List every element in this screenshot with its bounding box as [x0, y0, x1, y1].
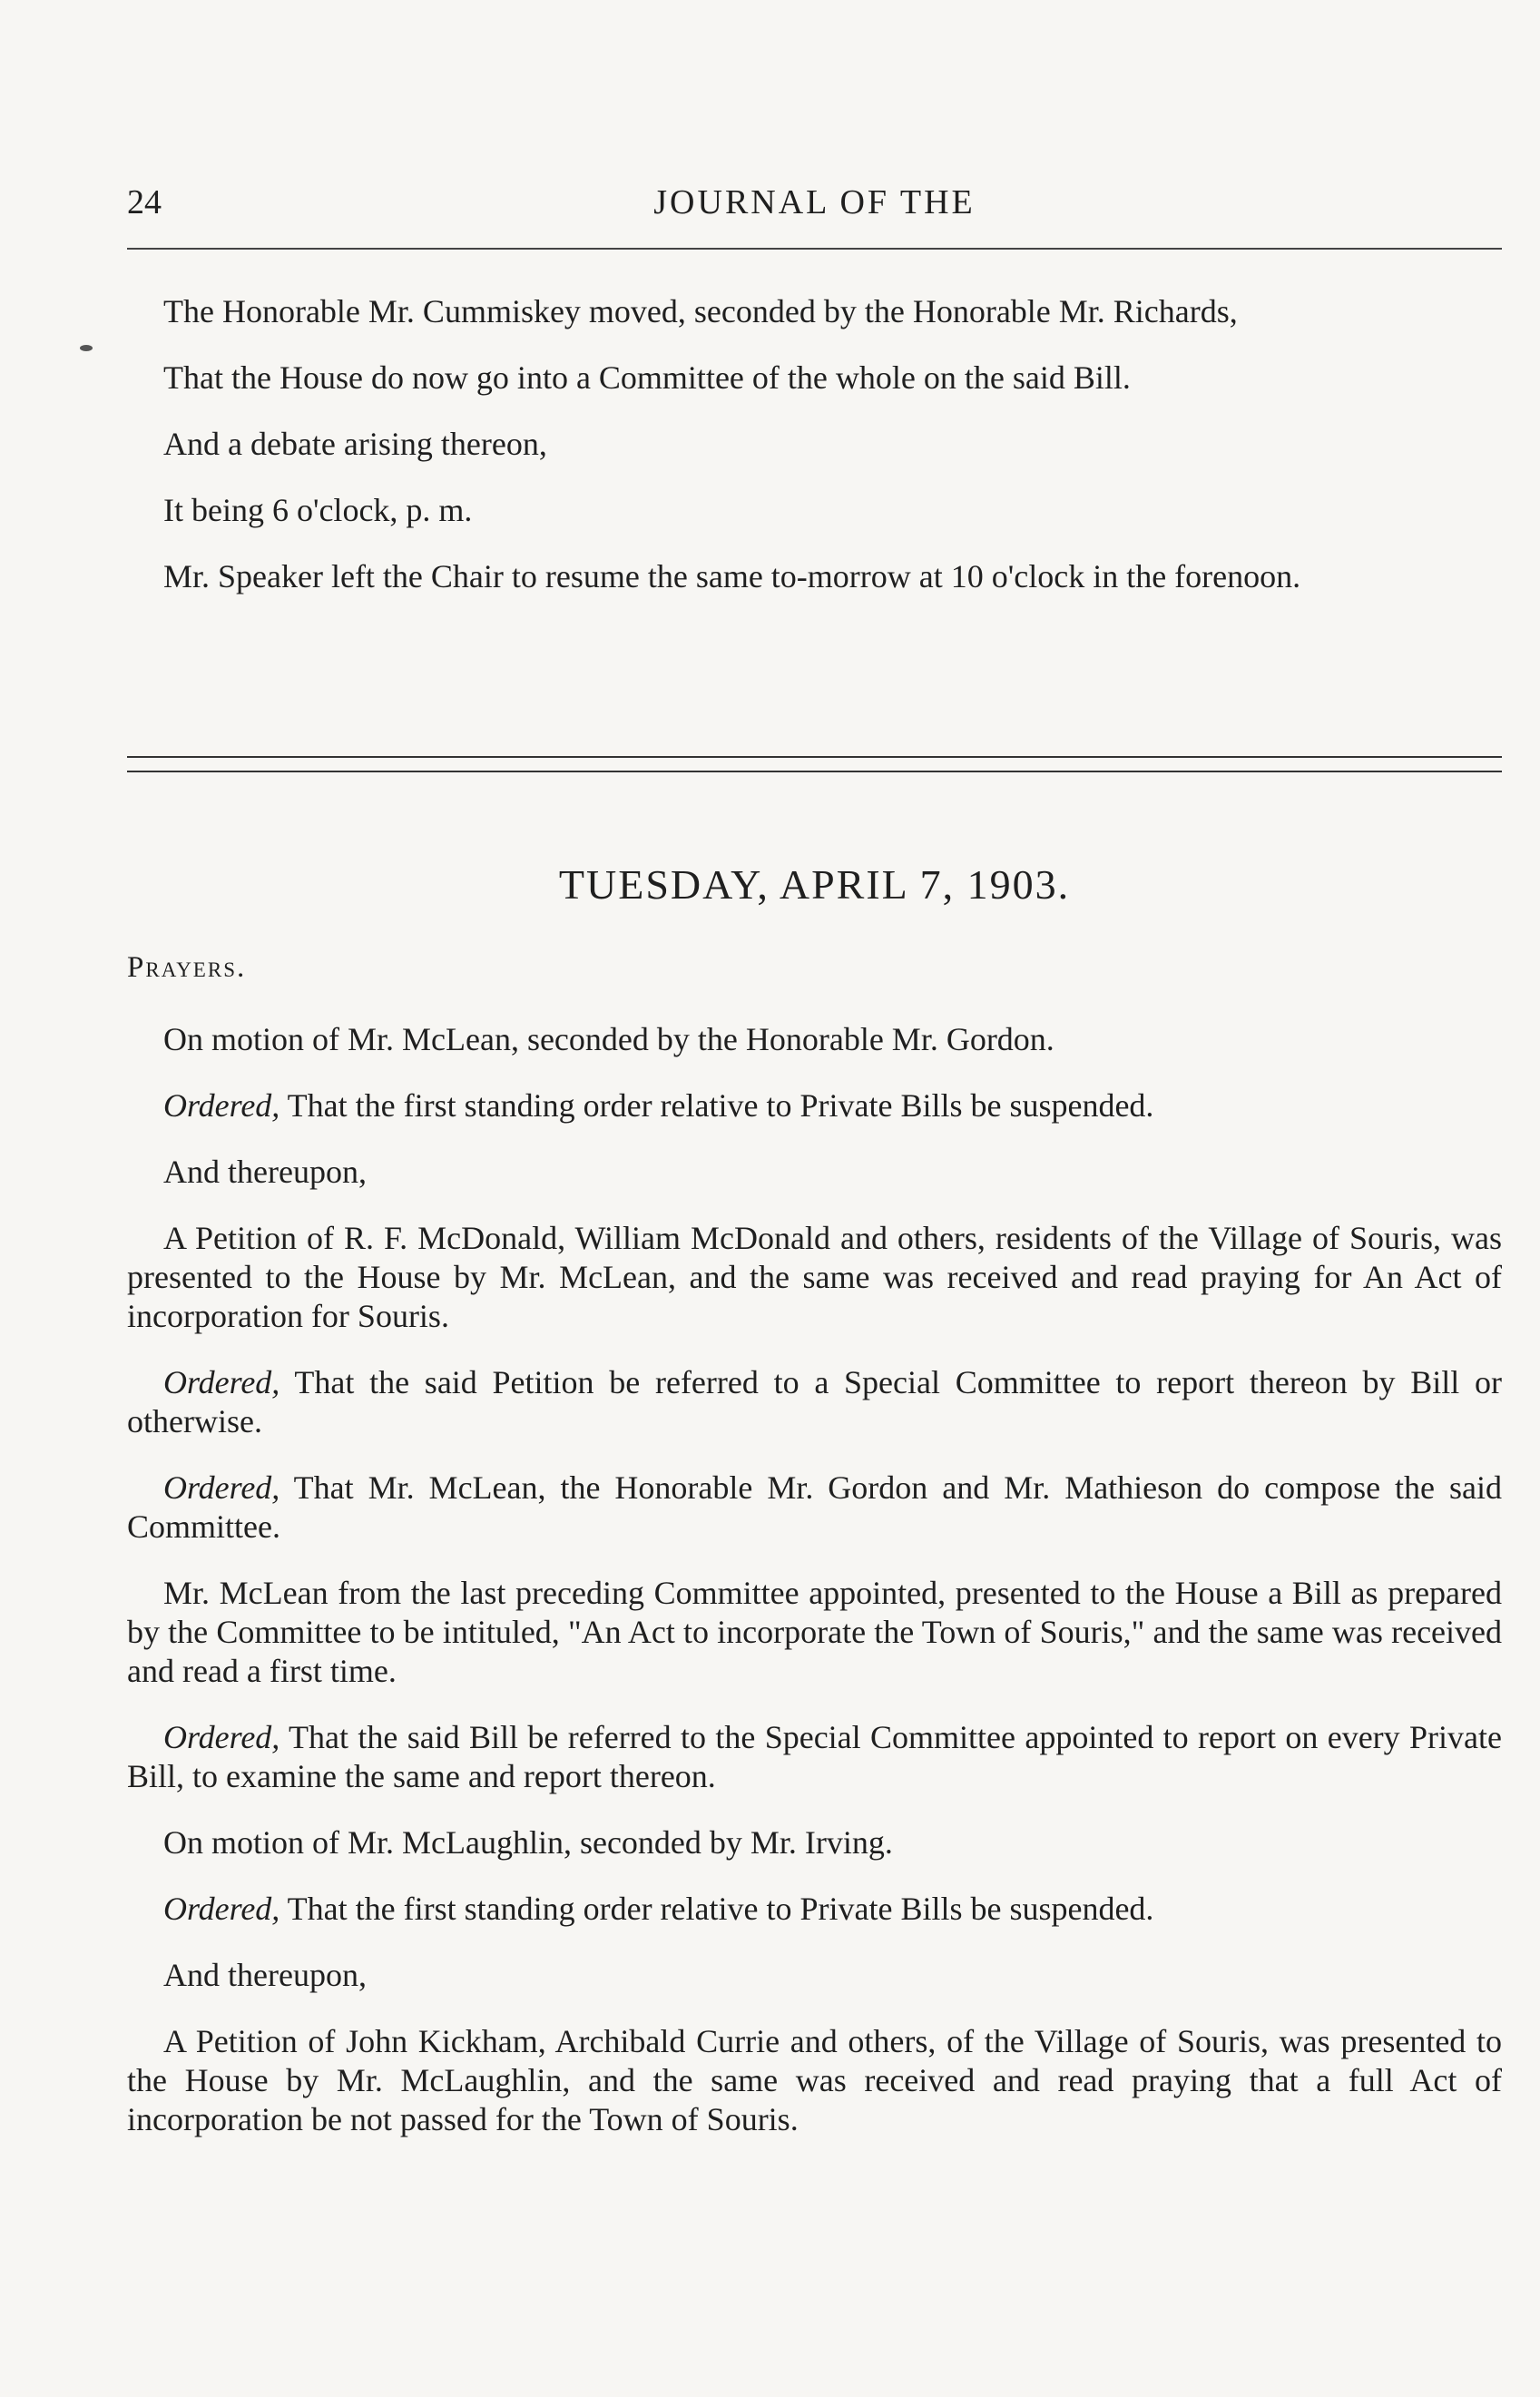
paragraph-thereupon-1: And thereupon,	[163, 1154, 367, 1190]
ordered-label: Ordered,	[163, 1469, 280, 1506]
paragraph-time: It being 6 o'clock, p. m.	[163, 492, 473, 528]
paragraph-ordered-suspend-1	[127, 1086, 1502, 1125]
margin-mark	[80, 345, 93, 351]
body-section	[127, 1020, 1502, 2166]
page-header	[127, 177, 1502, 231]
ordered-text: That the said Bill be referred to the Special Committee appointed to report on every Private Bill, to examine the same and report thereon.	[127, 1719, 1502, 1794]
paragraph-speaker-left: Mr. Speaker left the Chair to resume the same to-morrow at 10 o'clock in the forenoon.	[163, 558, 1301, 594]
ordered-text: That the said Petition be referred to a Special Committee to report thereon by Bill or otherwise.	[127, 1364, 1502, 1439]
ordered-text: That Mr. McLean, the Honorable Mr. Gordon and Mr. Mathieson do compose the said Committee.	[127, 1469, 1502, 1545]
paragraph-debate: And a debate arising thereon,	[163, 426, 547, 462]
ordered-label: Ordered,	[163, 1719, 280, 1755]
paragraph-ordered-special-committee	[127, 1363, 1502, 1441]
ordered-label: Ordered,	[163, 1364, 280, 1400]
paragraph-committee-whole: That the House do now go into a Committee of the whole on the said Bill.	[163, 359, 1131, 396]
paragraph-petition-kickham: A Petition of John Kickham, Archibald Currie and others, of the Village of Souris, was presented to the House by Mr. McLaughlin, and the same was received and read praying that a full Act of incorporation be not passed for the Town of Souris.	[127, 2023, 1502, 2137]
page-number: 24	[127, 183, 162, 221]
paragraph-ordered-bill-referred	[127, 1718, 1502, 1796]
ordered-label: Ordered,	[163, 1891, 280, 1927]
ordered-text: That the first standing order relative to Private Bills be suspended.	[280, 1087, 1154, 1124]
running-head: JOURNAL OF THE	[653, 183, 976, 221]
paragraph-ordered-suspend-2	[127, 1890, 1502, 1929]
paragraph-motion-mclaughlin: On motion of Mr. McLaughlin, seconded by Mr. Irving.	[163, 1824, 893, 1861]
ordered-label: Ordered,	[163, 1087, 280, 1124]
paragraph-ordered-compose	[127, 1469, 1502, 1547]
prayers-label: Prayers.	[127, 951, 247, 984]
paragraph-thereupon-2: And thereupon,	[163, 1957, 367, 1993]
date-heading: TUESDAY, APRIL 7, 1903.	[558, 861, 1071, 908]
paragraph-motion-cummiskey: The Honorable Mr. Cummiskey moved, seconded by the Honorable Mr. Richards,	[163, 293, 1238, 329]
paragraph-bill-presented: Mr. McLean from the last preceding Committee appointed, presented to the House a Bill as prepared by the Committee to be intituled, "An Act to incorporate the Town of Souris," and the same was received and read a first time.	[127, 1575, 1502, 1689]
header-rule	[127, 248, 1502, 250]
paragraph-petition-mcdonald: A Petition of R. F. McDonald, William McDonald and others, residents of the Village of Souris, was presented to the House by Mr. McLean, and the same was received and read praying for An Act of incorporation for Souris.	[127, 1220, 1502, 1334]
paragraph-motion-mclean: On motion of Mr. McLean, seconded by the Honorable Mr. Gordon.	[163, 1021, 1054, 1057]
ordered-text: That the first standing order relative to Private Bills be suspended.	[280, 1891, 1154, 1927]
top-section	[127, 292, 1502, 624]
section-divider	[127, 756, 1502, 772]
